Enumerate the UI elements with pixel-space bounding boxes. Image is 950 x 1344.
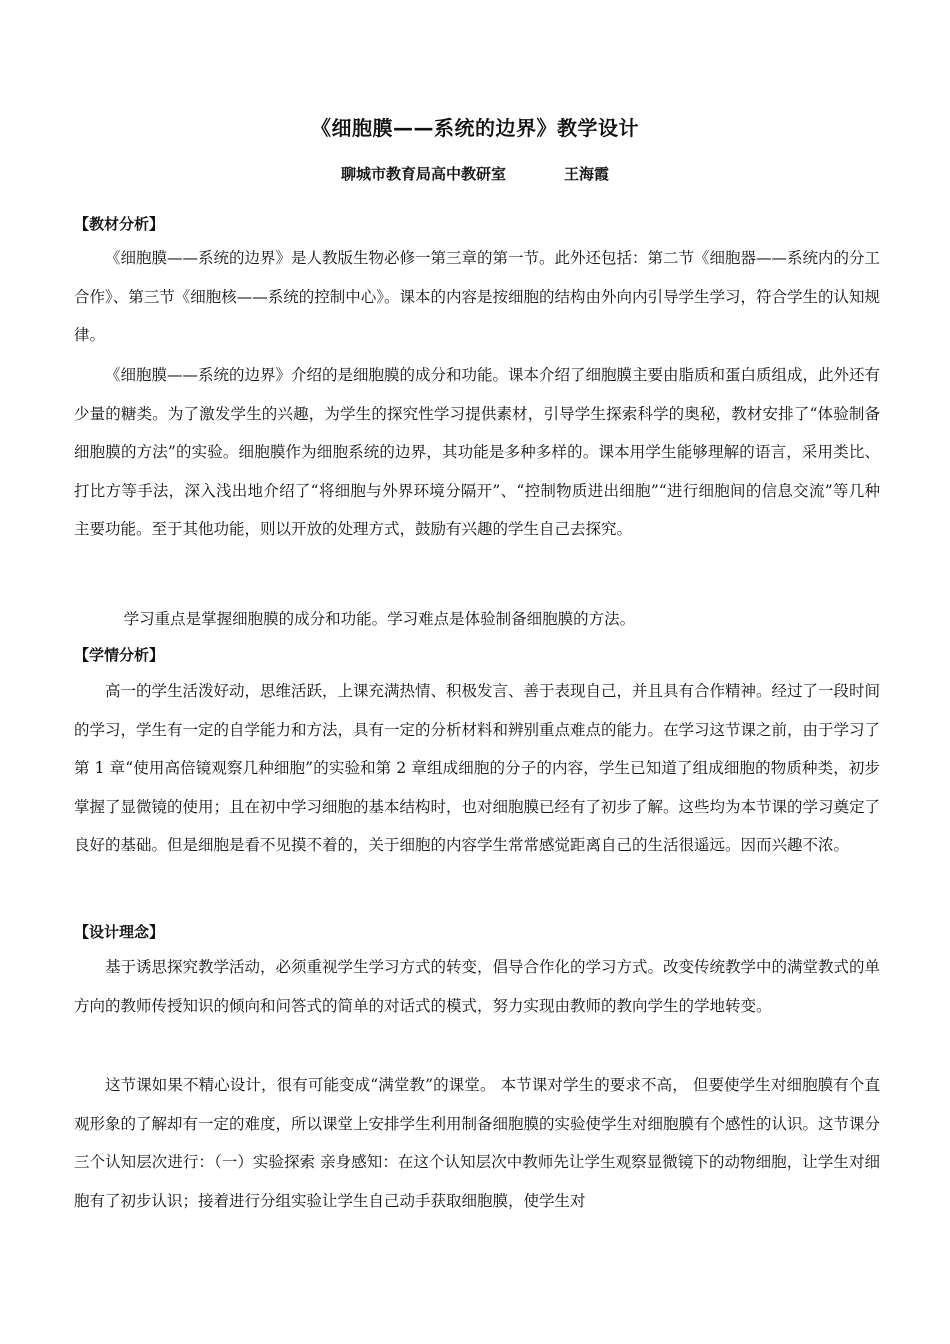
author-name: 王海霞 xyxy=(564,165,610,183)
author-line xyxy=(0,163,950,184)
paragraph-material-3: 学习重点是掌握细胞膜的成分和功能。学习难点是体验制备细胞膜的方法。 xyxy=(123,610,636,628)
heading-design-concept: 【设计理念】 xyxy=(74,923,165,941)
heading-material-analysis: 【教材分析】 xyxy=(74,215,165,233)
paragraph-concept-1: 基于诱思探究教学活动，必须重视学生学习方式的转变，倡导合作化的学习方式。改变传统教学中的满堂教式的单方向的教师传授知识的倾向和问答式的简单的对话式的模式，努力实现由教师的教向学生的学地转变。 xyxy=(74,958,881,1015)
heading-student-analysis: 【学情分析】 xyxy=(74,646,165,664)
paragraph-students-1: 高一的学生活泼好动，思维活跃，上课充满热情、积极发言、善于表现自己，并且具有合作精神。经过了一段时间的学习，学生有一定的自学能力和方法，具有一定的分析材料和辨别重点难点的能力。在学习这节课之前，由于学习了第 1 章“使用高倍镜观察几种细胞”的实验和第 2 章组成细胞的分子的内容，学生已知道了组成细胞的物质种类，初步掌握了显微镜的使用；且在初中学习细胞的基本结构时，也对细胞膜已经有了初步了解。这些均为本节课的学习奠定了良好的基础。但是细胞是看不见摸不着的，关于细胞的内容学生常常感觉距离自己的生活很遥远。因而兴趣不浓。 xyxy=(74,682,881,854)
paragraph-material-1: 《细胞膜——系统的边界》是人教版生物必修一第三章的第一节。此外还包括：第二节《细胞器——系统内的分工合作》、第三节《细胞核——系统的控制中心》。课本的内容是按细胞的结构由外向内引导学生学习，符合学生的认知规律。 xyxy=(74,249,881,344)
paragraph-concept-2: 这节课如果不精心设计，很有可能变成“满堂教”的课堂。 本节课对学生的要求不高， 但要使学生对细胞膜有个直观形象的了解却有一定的难度，所以课堂上安排学生利用制备细胞膜的实验使学生对细胞膜有个感性的认识。这节课分三个认知层次进行：（一）实验探索 亲身感知：在这个认知层次中教师先让学生观察显微镜下的动物细胞，让学生对细胞有了初步认识；接着进行分组实验让学生自己动手获取细胞膜，使学生对 xyxy=(74,1076,881,1210)
author-org: 聊城市教育局高中教研室 xyxy=(340,165,506,183)
document-title: 《细胞膜——系统的边界》教学设计 xyxy=(311,116,639,140)
paragraph-material-2: 《细胞膜——系统的边界》介绍的是细胞膜的成分和功能。课本介绍了细胞膜主要由脂质和蛋白质组成，此外还有少量的糖类。为了激发学生的兴趣，为学生的探究性学习提供素材，引导学生探索科学的奥秘，教材安排了“体验制备细胞膜的方法”的实验。细胞膜作为细胞系统的边界，其功能是多种多样的。课本用学生能够理解的语言，采用类比、打比方等手法，深入浅出地介绍了“将细胞与外界环境分隔开”、“控制物质进出细胞”“进行细胞间的信息交流”等几种主要功能。至于其他功能，则以开放的处理方式，鼓励有兴趣的学生自己去探究。 xyxy=(74,366,881,538)
